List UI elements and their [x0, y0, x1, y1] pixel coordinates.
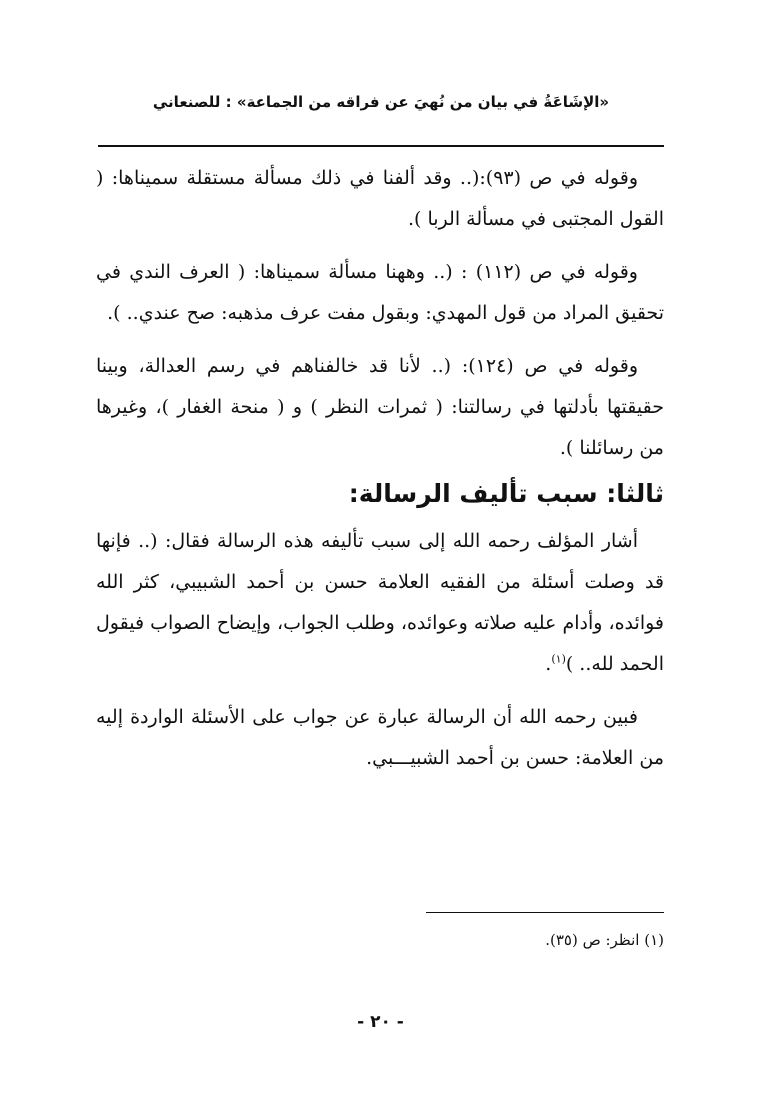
section-heading: ثالثا: سبب تأليف الرسالة:	[348, 479, 664, 508]
paragraph-3: وقوله في ص (١٢٤): (.. لأنا قد خالفناهم في رسم العدالة، وبينا حقيقتها بأدلتها في رسالتنا: ( ثمرات النظر ) و ( منحة الغفار )، وغيرها من رسائلنا ).	[96, 355, 664, 459]
footnote: (١) انظر: ص (٣٥).	[545, 931, 664, 949]
paragraph-4-text: أشار المؤلف رحمه الله إلى سبب تأليفه هذه الرسالة فقال: (.. فإنها قد وصلت أسئلة من الفقيه العلامة حسن بن أحمد الشبيبي، كثر الله فوائده، وأدام عليه صلاته وعوائده، وطلب الجواب، وإيضاح الصواب فيقول الحمد لله.. )	[96, 530, 664, 675]
paragraph-5: فبين رحمه الله أن الرسالة عبارة عن جواب على الأسئلة الواردة إليه من العلامة: حسن بن أحمد الشبيـــبي.	[96, 706, 664, 769]
page-number: - ٢٠ -	[357, 1012, 404, 1032]
paragraph-1: وقوله في ص (٩٣):(.. وقد ألفنا في ذلك مسألة مستقلة سميناها: ( القول المجتبى في مسألة الربا ).	[96, 167, 664, 230]
footnote-rule	[426, 912, 664, 913]
footnote-marker: (١)	[551, 652, 566, 666]
paragraph-4-end: .	[545, 653, 552, 675]
paragraph-4	[96, 521, 664, 685]
running-header: «الإشَاعَةُ في بيان من نُهيَ عن فراقه من الجماعة» : للصنعاني	[152, 93, 610, 111]
header-rule	[98, 145, 664, 147]
body-text	[96, 158, 664, 791]
paragraph-2: وقوله في ص (١١٢) : (.. وههنا مسألة سميناها: ( العرف الندي في تحقيق المراد من قول المهدي: وبقول مفت عرف مذهبه: صح عندي.. ).	[96, 261, 664, 324]
